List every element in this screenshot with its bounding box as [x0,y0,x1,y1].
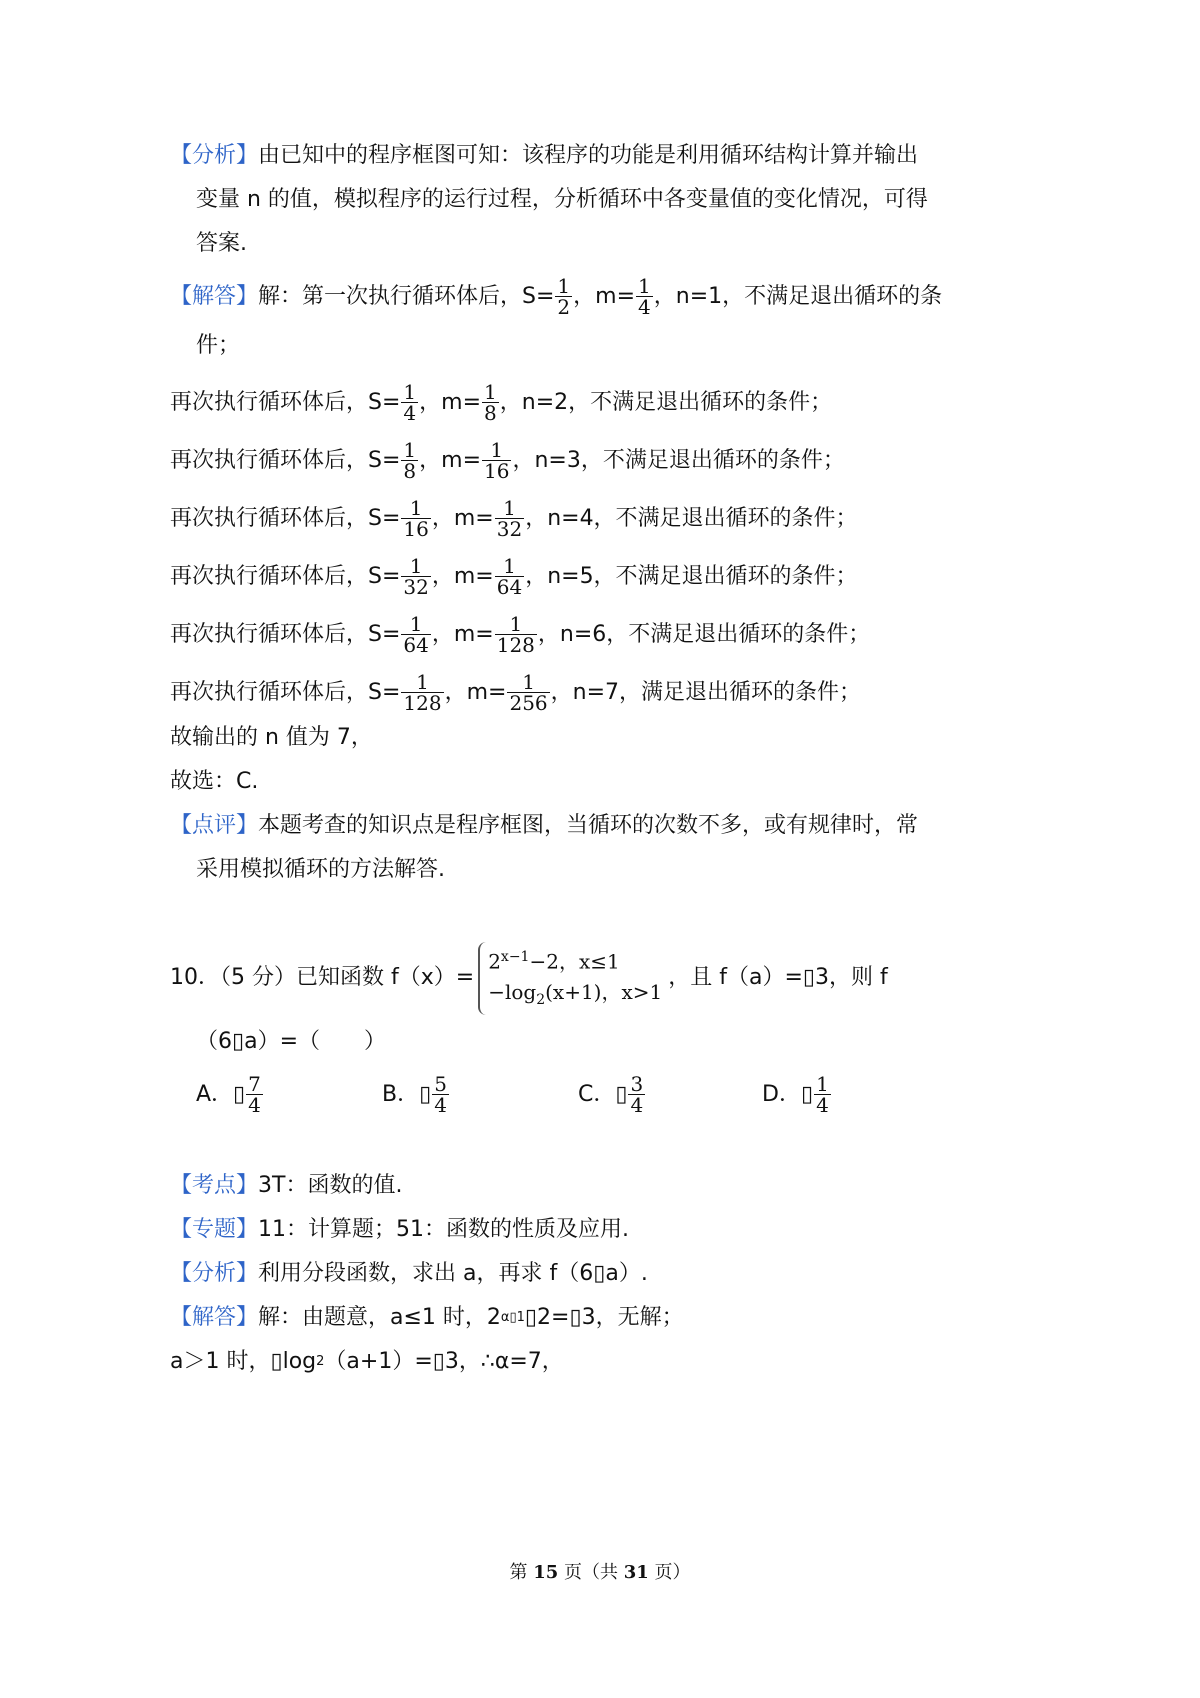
footer-total-pages: 31 [623,1562,649,1583]
option-label: C．▯ [578,1081,628,1107]
fraction-denominator: 4 [248,1093,261,1117]
fraction-denominator: 4 [403,401,417,425]
row-prefix: 再次执行循环体后，S= [170,389,401,415]
iteration-row [170,556,858,597]
kaodian-text: 3T：函数的值. [258,1173,403,1198]
solution-first-cont: 件； [196,333,241,358]
fraction-denominator: 8 [403,459,417,483]
footer-page-number: 15 [533,1562,559,1583]
fraction-s-first [555,276,572,317]
solution2-tag: 【解答】 [170,1305,259,1330]
fraction-denominator: 4 [630,1093,644,1117]
solution2-line-2 [170,1346,564,1378]
solution2-text-d: （a+1）=▯3，∴α=7， [324,1349,564,1374]
row-suffix: ，n=4，不满足退出循环的条件； [525,505,858,531]
fraction-denominator: 4 [434,1093,447,1117]
fraction-s [401,382,418,423]
option-c[interactable] [578,1074,646,1115]
question-stem-prefix: 10．（5 分）已知函数 f（x）= [170,965,475,991]
fraction-numerator: 1 [638,274,651,298]
fraction-numerator: 7 [248,1072,261,1096]
fraction-numerator: 1 [522,670,535,694]
question-stem-suffix: ，且 f（a）=▯3，则 f [668,965,888,991]
iteration-row [170,498,858,539]
fraction-m [482,382,499,423]
solution2-text-a: 解：由题意，a≤1 时，2 [258,1305,501,1330]
case1-base: 2 [488,949,501,974]
fraction-denominator: 4 [816,1093,829,1117]
kaodian-tag: 【考点】 [170,1173,259,1198]
iteration-row [170,440,845,481]
m-label: ，m= [431,505,494,531]
m-label: ，m= [573,283,636,309]
analysis-line-3 [196,228,247,260]
option-fraction [814,1074,831,1115]
row-suffix: ，n=5，不满足退出循环的条件； [525,563,858,589]
solution-line-1 [170,276,942,317]
footer-mid: 页（共 [558,1562,624,1583]
row-suffix: ，n=2，不满足退出循环的条件； [499,389,833,415]
comment-line-1 [170,810,918,842]
row-prefix: 再次执行循环体后，S= [170,621,401,647]
fraction-numerator: 1 [503,554,516,578]
option-b[interactable] [382,1074,450,1115]
analysis-line-1 [170,140,918,172]
fraction-m [507,672,549,713]
fraction-numerator: 1 [557,274,571,298]
fraction-numerator: 1 [403,438,417,462]
comment-tag: 【点评】 [170,813,259,838]
row-prefix: 再次执行循环体后，S= [170,679,401,705]
fraction-denominator: 64 [496,575,523,599]
m-label: ，m= [419,389,482,415]
case2-subscript: 2 [536,991,546,1008]
analysis-text-1: 由已知中的程序框图可知：该程序的功能是利用循环结构计算并输出 [258,143,919,168]
m-label: ，m= [431,621,494,647]
fraction-denominator: 16 [484,459,510,483]
page-footer [0,1558,1200,1584]
fraction-denominator: 64 [403,633,429,657]
m-label: ，m= [431,563,494,589]
m-label: ，m= [419,447,482,473]
fraction-s [401,556,430,597]
option-label: B．▯ [382,1081,432,1107]
fraction-numerator: 5 [434,1072,447,1096]
row-suffix: ，n=7，满足退出循环的条件； [550,679,862,705]
comment-text-1: 本题考查的知识点是程序框图，当循环的次数不多，或有规律时，常 [258,813,919,838]
question-stem-text-2: （6▯a）=（ ） [196,1029,387,1054]
row-prefix: 再次执行循环体后，S= [170,505,401,531]
fraction-denominator: 256 [509,691,548,715]
fraction-denominator: 4 [638,295,651,319]
solution2-line-1 [170,1302,684,1334]
piecewise-case-2 [488,977,662,1015]
fraction-denominator: 16 [403,517,429,541]
footer-post: 页） [648,1562,691,1583]
comment-text-2: 采用模拟循环的方法解答. [196,857,445,882]
fraction-numerator: 1 [816,1072,829,1096]
case1-rest: −2，x≤1 [529,949,620,974]
fraction-numerator: 1 [503,496,516,520]
option-label: D．▯ [762,1081,814,1107]
fraction-m-first [636,276,653,317]
output-line [170,722,373,754]
fraction-numerator: 1 [409,554,423,578]
row-suffix: ，n=6，不满足退出循环的条件； [537,621,871,647]
solution2-text-c: a＞1 时，▯log [170,1349,317,1374]
case1-exponent: x−1 [500,949,530,965]
fraction-s [401,440,418,481]
piecewise-function [478,942,662,1015]
comment-line-2 [196,854,445,886]
question-stem-line-2 [196,1026,386,1058]
case2-pre: −log [488,979,537,1004]
fraction-numerator: 1 [416,670,429,694]
iteration-row [170,614,870,655]
fraction-m [482,440,511,481]
fraction-denominator: 8 [484,401,497,425]
analysis2-text: 利用分段函数，求出 a，再求 f（6▯a）. [258,1261,648,1286]
fraction-m [495,614,537,655]
solution-first-prefix: 解：第一次执行循环体后，S= [258,283,555,309]
row-prefix: 再次执行循环体后，S= [170,447,401,473]
row-suffix: ，n=3，不满足退出循环的条件； [512,447,845,473]
fraction-denominator: 2 [557,295,571,319]
zhuanti-tag: 【专题】 [170,1217,259,1242]
output-text: 故输出的 n 值为 7， [170,725,373,750]
analysis-line-2 [196,184,928,216]
fraction-s [401,498,430,539]
fraction-numerator: 1 [490,438,504,462]
fraction-m [495,556,524,597]
zhuanti-line [170,1214,629,1246]
fraction-s [401,672,443,713]
fraction-denominator: 128 [403,691,442,715]
analysis-text-3: 答案. [196,231,247,256]
solution-line-1-cont [196,330,240,362]
iteration-row [170,382,832,423]
case2-rest: (x+1)，x>1 [545,979,663,1004]
analysis-text-2: 变量 n 的值，模拟程序的运行过程，分析循环中各变量值的变化情况，可得 [196,187,928,212]
option-fraction [628,1074,645,1115]
option-fraction [246,1074,263,1115]
analysis-tag: 【分析】 [170,143,259,168]
question-stem [170,942,888,1015]
fraction-numerator: 1 [484,380,497,404]
option-a[interactable] [196,1074,264,1115]
option-fraction [432,1074,449,1115]
fraction-numerator: 1 [509,612,523,636]
choice-line [170,766,258,798]
fraction-numerator: 1 [403,380,417,404]
solution-tag: 【解答】 [170,283,259,309]
analysis2-line [170,1258,648,1290]
fraction-denominator: 32 [496,517,523,541]
fraction-denominator: 128 [496,633,535,657]
row-prefix: 再次执行循环体后，S= [170,563,401,589]
fraction-numerator: 3 [630,1072,644,1096]
footer-pre: 第 [509,1562,534,1583]
fraction-s [401,614,430,655]
fraction-m [495,498,524,539]
fraction-denominator: 32 [403,575,429,599]
option-d[interactable] [762,1074,832,1115]
solution-first-suffix: ，n=1，不满足退出循环的条 [653,283,943,309]
fraction-numerator: 1 [409,496,423,520]
zhuanti-text: 11：计算题；51：函数的性质及应用. [258,1217,629,1242]
kaodian-line [170,1170,402,1202]
option-label: A．▯ [196,1081,246,1107]
choice-text: 故选：C. [170,769,259,794]
solution2-subscript: 2 [316,1354,325,1369]
piecewise-case-1 [488,942,662,977]
m-label: ，m= [444,679,507,705]
analysis2-tag: 【分析】 [170,1261,259,1286]
solution2-exponent: α▯1 [500,1310,525,1325]
iteration-row [170,672,861,713]
fraction-numerator: 1 [409,612,423,636]
solution2-text-b: ▯2=▯3，无解； [524,1305,684,1330]
